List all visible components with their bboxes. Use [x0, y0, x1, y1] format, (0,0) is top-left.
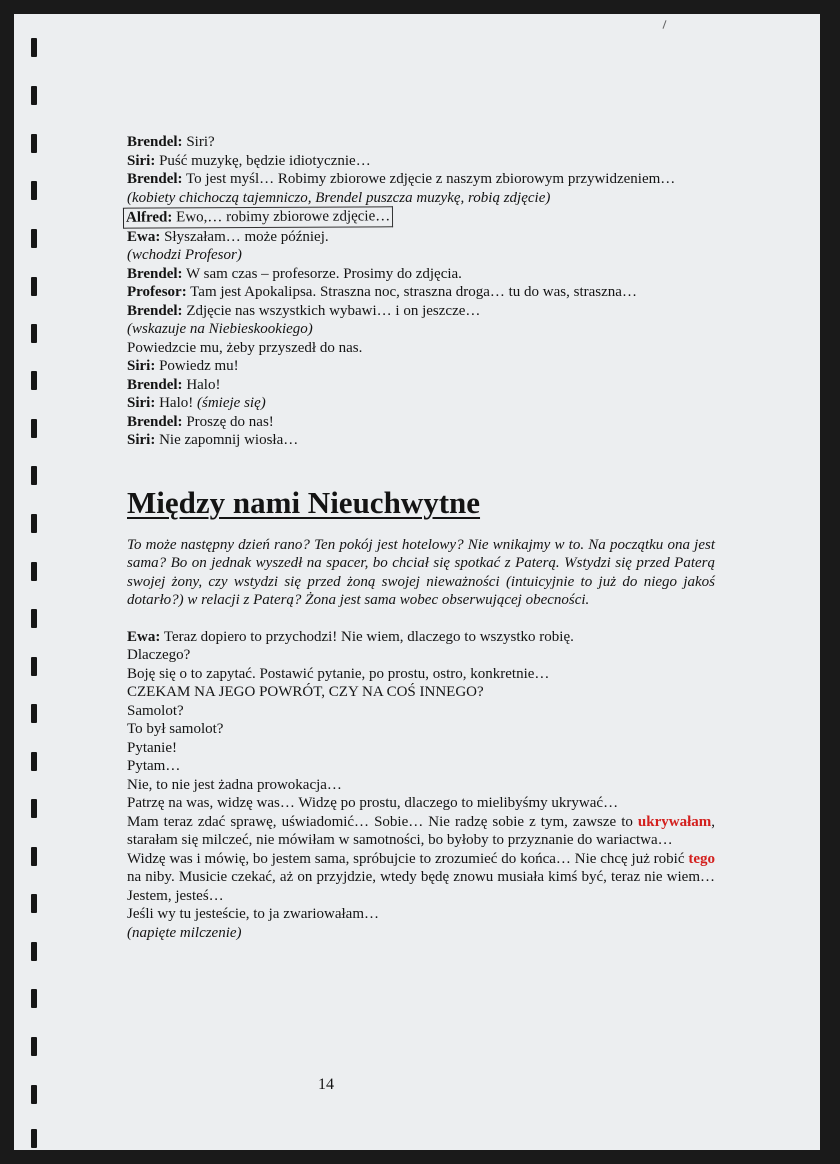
monologue-line: CZEKAM NA JEGO POWRÓT, CZY NA COŚ INNEGO?	[127, 684, 484, 700]
binding-hole	[31, 609, 37, 628]
binding-holes	[14, 14, 64, 1150]
paragraph-text: , starałam się milczeć, nie mówiłam w samotności, bo byłoby to przyznanie do wariactwa…	[127, 813, 715, 848]
line-text: W sam czas – profesorze. Prosimy do zdjęcia.	[182, 265, 462, 282]
speaker-name: Alfred:	[125, 209, 173, 226]
monologue-line: Jeśli wy tu jesteście, to ja zwariowałam…	[127, 906, 380, 922]
monologue-line: Dlaczego?	[127, 647, 191, 663]
speaker-name: Siri:	[127, 432, 156, 448]
monologue-paragraph	[127, 813, 715, 850]
speaker-name: Siri:	[127, 358, 156, 374]
dialogue-line	[127, 413, 715, 432]
binding-hole	[31, 704, 37, 723]
dialogue-line	[127, 302, 715, 321]
binding-hole	[31, 752, 37, 771]
page-number: 14	[318, 1076, 334, 1093]
boxed-line	[123, 206, 393, 228]
monologue-line: Patrzę na was, widzę was… Widzę po prostu, dlaczego to mielibyśmy ukrywać…	[127, 795, 619, 811]
monologue-lines	[127, 646, 715, 813]
stage-direction: (wchodzi Profesor)	[127, 247, 242, 263]
line-text: Puść muzykę, będzie idiotycznie…	[155, 152, 371, 169]
line-text: Teraz dopiero to przychodzi! Nie wiem, dlaczego to wszystko robię.	[160, 628, 574, 645]
binding-hole	[31, 181, 37, 200]
line-text: Powiedzcie mu, żeby przyszedł do nas.	[127, 339, 363, 356]
dialogue-line	[127, 628, 715, 647]
inline-stage-direction: (śmieje się)	[197, 395, 266, 411]
speaker-name: Brendel:	[127, 171, 183, 187]
pen-mark	[662, 20, 666, 29]
binding-hole	[31, 277, 37, 296]
speaker-name: Siri:	[127, 152, 156, 169]
binding-hole	[31, 371, 37, 390]
monologue-line: To był samolot?	[127, 721, 224, 737]
dialogue-line	[127, 133, 715, 152]
binding-hole	[31, 419, 37, 438]
line-text: Proszę do nas!	[182, 413, 274, 430]
speaker-name: Brendel:	[127, 413, 183, 430]
speaker-name: Profesor:	[127, 284, 187, 300]
dialogue-line	[127, 394, 715, 413]
binding-hole	[31, 847, 37, 866]
dialogue-line	[127, 376, 715, 395]
binding-hole	[31, 86, 37, 105]
speaker-name: Brendel:	[127, 265, 183, 282]
dialogue-scene-1	[127, 133, 715, 450]
speaker-name: Brendel:	[127, 302, 183, 319]
binding-hole	[31, 894, 37, 913]
binding-hole	[31, 942, 37, 961]
binding-hole	[31, 1085, 37, 1104]
line-text: Tam jest Apokalipsa. Straszna noc, straszna droga… tu do was, straszna…	[186, 284, 637, 300]
speaker-name: Brendel:	[127, 134, 183, 150]
page-content	[127, 133, 715, 942]
speaker-name: Ewa:	[127, 628, 161, 645]
paragraph-text: Widzę was i mówię, bo jestem sama, spróbujcie to zrozumieć do końca… Nie chcę już robić	[127, 850, 689, 867]
monologue-line: Pytam…	[127, 758, 181, 774]
speaker-name: Brendel:	[127, 376, 183, 393]
binding-hole	[31, 799, 37, 818]
monologue-line: Samolot?	[127, 702, 184, 719]
section-intro: To może następny dzień rano? Ten pokój jest hotelowy? Nie wnikajmy w to. Na początku ona jest sama? Bo on jednak wyszedł na spacer, bo chciał się spotkać z Paterą. Wstydzi się przed Paterą swojej żony, czy wstydzi się przed żoną swojej nieważności (intuicyjnie to już do niego jakoś dotarło?) w relacji z Paterą? Żona jest sama wobec obserwującej obecności.	[127, 536, 715, 608]
line-text: To jest myśl… Robimy zbiorowe zdjęcie z naszym zbiorowym przywidzeniem…	[182, 171, 676, 187]
document-page	[14, 14, 820, 1150]
line-text: Halo!	[182, 376, 221, 393]
monologue-line: Pytanie!	[127, 739, 177, 756]
dialogue-line	[127, 152, 715, 171]
binding-hole	[31, 324, 37, 343]
line-text: Halo!	[155, 395, 197, 411]
monologue-line: Boję się o to zapytać. Postawić pytanie, po prostu, ostro, konkretnie…	[127, 665, 550, 682]
dialogue-line	[127, 283, 715, 302]
highlighted-word: tego	[688, 850, 715, 867]
speaker-name: Siri:	[127, 395, 156, 411]
paragraph-text: Mam teraz zdać sprawę, uświadomić… Sobie… Nie radzę sobie z tym, zawsze to	[127, 813, 638, 830]
dialogue-line	[127, 207, 715, 228]
paragraph-text: na niby. Musicie czekać, aż on przyjdzie, wtedy będę znowu musiała kimś być, teraz nie wiem… Jestem, jesteś…	[127, 869, 715, 904]
line-text: Nie zapomnij wiosła…	[155, 432, 299, 448]
monologue-paragraph	[127, 850, 715, 906]
dialogue-scene-2	[127, 628, 715, 943]
stage-direction: (wskazuje na Niebieskookiego)	[127, 321, 313, 337]
line-text: Powiedz mu!	[155, 358, 239, 374]
stage-direction: (napięte milczenie)	[127, 924, 242, 941]
binding-hole	[31, 989, 37, 1008]
binding-hole	[31, 1037, 37, 1056]
binding-hole	[31, 229, 37, 248]
dialogue-line	[127, 431, 715, 450]
binding-hole	[31, 134, 37, 153]
dialogue-line	[127, 228, 715, 247]
dialogue-line	[127, 339, 715, 358]
dialogue-line	[127, 357, 715, 376]
line-text: Słyszałam… może później.	[160, 228, 329, 245]
speaker-name: Ewa:	[127, 228, 161, 245]
stage-direction: (kobiety chichoczą tajemniczo, Brendel puszcza muzykę, robią zdjęcie)	[127, 189, 551, 206]
line-text: Zdjęcie nas wszystkich wybawi… i on jeszcze…	[182, 302, 481, 319]
line-text: Ewo,… robimy zbiorowe zdjęcie…	[172, 208, 391, 226]
dialogue-line	[127, 170, 715, 189]
binding-hole	[31, 466, 37, 485]
line-text: Siri?	[182, 134, 215, 150]
binding-hole	[31, 1129, 37, 1148]
binding-hole	[31, 562, 37, 581]
binding-hole	[31, 38, 37, 57]
dialogue-line	[127, 265, 715, 284]
monologue-line: Nie, to nie jest żadna prowokacja…	[127, 776, 342, 793]
binding-hole	[31, 514, 37, 533]
binding-hole	[31, 657, 37, 676]
highlighted-word: ukrywałam	[637, 813, 712, 830]
section-heading: Między nami Nieuchwytne	[127, 484, 481, 520]
